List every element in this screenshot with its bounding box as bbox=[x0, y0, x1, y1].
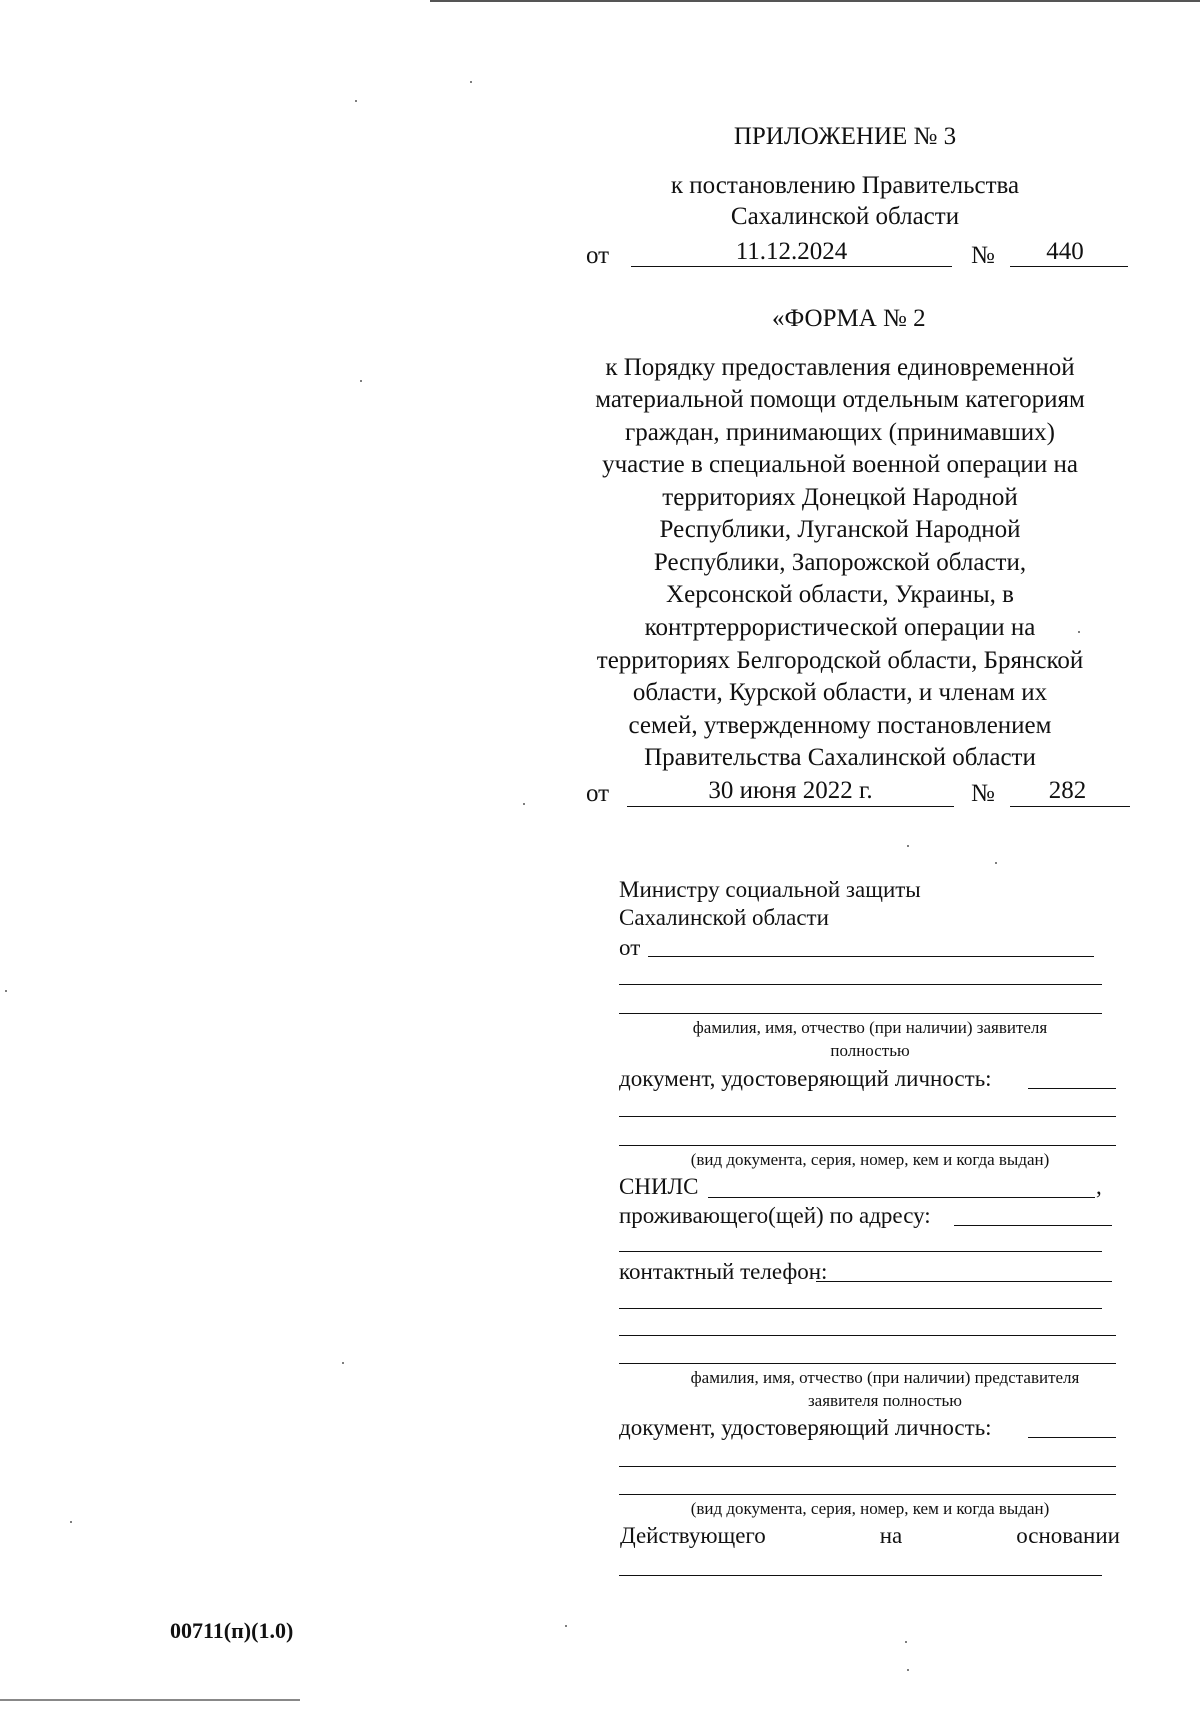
address-field-1[interactable] bbox=[954, 1225, 1112, 1226]
basis-word: Действующего bbox=[620, 1523, 766, 1548]
scan-speck bbox=[360, 380, 362, 382]
snils-label: СНИЛС bbox=[619, 1174, 699, 1199]
snils-comma: , bbox=[1096, 1174, 1102, 1199]
scan-speck bbox=[565, 1625, 567, 1627]
applicant-name-field-2[interactable] bbox=[619, 984, 1102, 985]
scan-speck bbox=[907, 845, 909, 847]
procedure-line: области, Курской области, и членам их bbox=[632, 679, 1048, 706]
basis-word: основании bbox=[1016, 1523, 1120, 1548]
phone-label: контактный телефон: bbox=[619, 1259, 828, 1284]
id-doc-field-2[interactable] bbox=[619, 1116, 1116, 1117]
rep-id-doc-label: документ, удостоверяющий личность: bbox=[619, 1415, 992, 1440]
address-field-2[interactable] bbox=[619, 1251, 1102, 1252]
procedure-line: участие в специальной военной операции на bbox=[602, 451, 1078, 478]
address-label: проживающего(щей) по адресу: bbox=[619, 1203, 931, 1228]
procedure-line: контртеррористической операции на bbox=[644, 614, 1036, 641]
procedure-line: Херсонской области, Украины, в bbox=[666, 581, 1014, 608]
header-number-label: № bbox=[971, 242, 995, 269]
header-number: 440 bbox=[1046, 238, 1084, 265]
addressee-line-2: Сахалинской области bbox=[619, 905, 829, 930]
procedure-line: Правительства Сахалинской области bbox=[644, 744, 1036, 771]
appendix-title: ПРИЛОЖЕНИЕ № 3 bbox=[733, 123, 957, 150]
basis-row bbox=[620, 1521, 1120, 1550]
scan-speck bbox=[355, 100, 357, 102]
scan-edge-bottom bbox=[0, 1699, 300, 1701]
applicant-caption-2: полностью bbox=[830, 1041, 910, 1060]
representative-caption-2: заявителя полностью bbox=[807, 1391, 963, 1410]
form-date-underline bbox=[627, 806, 954, 807]
scan-speck bbox=[523, 803, 525, 805]
procedure-line: семей, утвержденному постановлением bbox=[628, 712, 1052, 739]
addressee-from-label: от bbox=[619, 935, 641, 960]
resolution-line-2: Сахалинской области bbox=[730, 203, 960, 230]
scan-speck bbox=[5, 990, 7, 992]
addressee-line-1: Министру социальной защиты bbox=[619, 877, 921, 902]
representative-caption-1: фамилия, имя, отчество (при наличии) представителя bbox=[690, 1368, 1080, 1387]
snils-field[interactable] bbox=[708, 1197, 1095, 1198]
form-from-label: от bbox=[586, 780, 610, 807]
id-doc-caption: (вид документа, серия, номер, кем и когда выдан) bbox=[690, 1150, 1050, 1169]
procedure-line: материальной помощи отдельным категориям bbox=[595, 386, 1085, 413]
scan-speck bbox=[470, 81, 472, 83]
procedure-line: граждан, принимающих (принимавших) bbox=[625, 419, 1055, 446]
header-date: 11.12.2024 bbox=[735, 238, 848, 265]
scan-speck bbox=[70, 1521, 72, 1523]
header-from-label: от bbox=[586, 242, 610, 269]
procedure-line: территориях Белгородской области, Брянской bbox=[596, 647, 1084, 674]
form-number-underline bbox=[1010, 806, 1130, 807]
form-number-label: № bbox=[971, 780, 995, 807]
form-title: «ФОРМА № 2 bbox=[772, 305, 926, 332]
scan-edge-top bbox=[430, 0, 1200, 2]
representative-name-field-3[interactable] bbox=[619, 1363, 1116, 1364]
basis-word: на bbox=[879, 1523, 903, 1548]
procedure-line: территориях Донецкой Народной bbox=[662, 484, 1018, 511]
rep-id-doc-caption: (вид документа, серия, номер, кем и когда выдан) bbox=[690, 1499, 1050, 1518]
phone-field[interactable] bbox=[816, 1281, 1112, 1282]
scan-speck bbox=[342, 1362, 344, 1364]
applicant-name-field-1[interactable] bbox=[648, 956, 1094, 957]
procedure-line: к Порядку предоставления единовременной bbox=[605, 354, 1075, 381]
id-doc-field-1[interactable] bbox=[1028, 1088, 1116, 1089]
scan-speck bbox=[1078, 631, 1080, 633]
procedure-line: Республики, Запорожской области, bbox=[653, 549, 1027, 576]
scan-speck bbox=[907, 1669, 909, 1671]
id-doc-field-3[interactable] bbox=[619, 1145, 1116, 1146]
resolution-line-1: к постановлению Правительства bbox=[670, 172, 1020, 199]
footer-document-code: 00711(п)(1.0) bbox=[170, 1618, 294, 1643]
id-doc-label: документ, удостоверяющий личность: bbox=[619, 1066, 992, 1091]
scan-speck bbox=[905, 1641, 907, 1643]
scan-speck bbox=[995, 862, 997, 864]
applicant-caption-1: фамилия, имя, отчество (при наличии) заявителя bbox=[692, 1018, 1048, 1037]
form-number: 282 bbox=[1048, 777, 1087, 804]
form-date: 30 июня 2022 г. bbox=[708, 777, 873, 804]
applicant-name-field-3[interactable] bbox=[619, 1013, 1102, 1014]
basis-field[interactable] bbox=[619, 1575, 1102, 1576]
representative-name-field-2[interactable] bbox=[619, 1335, 1116, 1336]
rep-id-doc-field-2[interactable] bbox=[619, 1466, 1116, 1467]
rep-id-doc-field-1[interactable] bbox=[1028, 1437, 1116, 1438]
procedure-line: Республики, Луганской Народной bbox=[659, 516, 1021, 543]
rep-id-doc-field-3[interactable] bbox=[619, 1494, 1116, 1495]
representative-name-field-1[interactable] bbox=[619, 1308, 1102, 1309]
